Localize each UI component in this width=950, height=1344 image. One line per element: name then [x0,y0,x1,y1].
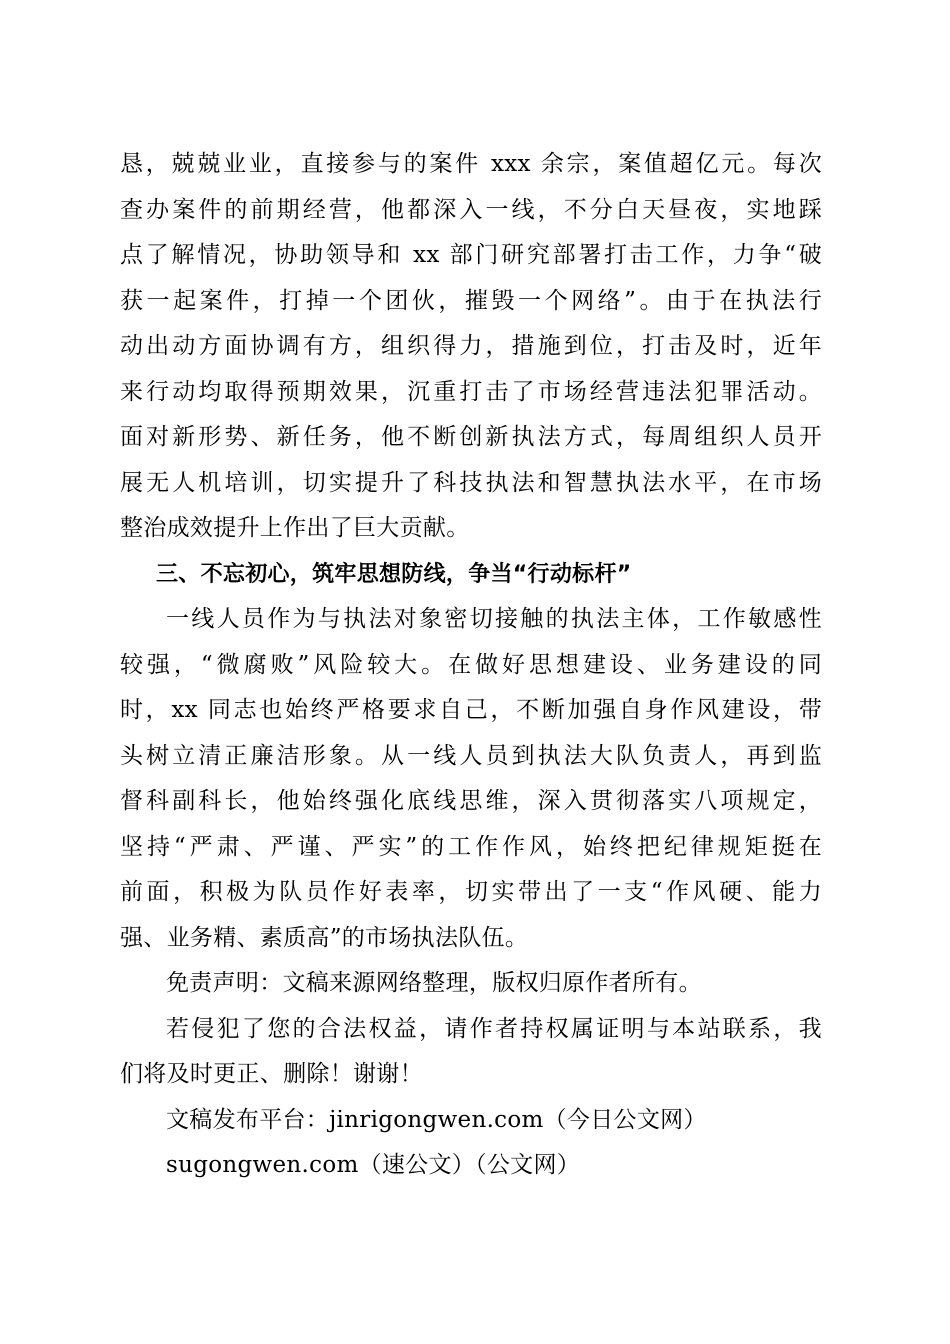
paragraph1-line-4: 获一起案件，打掉一个团伙，摧毁一个网络”。由于在执法行 [120,287,822,314]
section3-line-4: 头树立清正廉洁形象。从一线人员到执法大队负责人，再到监 [120,742,822,769]
section3-line-5: 督科副科长，他始终强化底线思维，深入贯彻落实八项规定， [120,788,822,814]
paragraph1-line-9: 整治成效提升上作出了巨大贡献。 [120,515,470,541]
platform-line: 文稿发布平台：jinrigongwen.com（今日公文网） [166,1106,707,1133]
section3-line-1: 一线人员作为与执法对象密切接触的执法主体，工作敏感性 [166,606,822,632]
paragraph1-line-3: 点了解情况，协助领导和 xx 部门研究部署打击工作，力争“破 [120,242,822,268]
paragraph1-line-8: 展无人机培训，切实提升了科技执法和智慧执法水平，在市场 [120,469,822,496]
infringement-line-1: 若侵犯了您的合法权益，请作者持权属证明与本站联系，我 [166,1015,822,1042]
section3-line-6: 坚持“严肃、严谨、严实”的工作作风，始终把纪律规矩挺在 [120,833,822,860]
document-page [120,142,822,1189]
section3-line-8: 强、业务精、素质高”的市场执法队伍。 [120,924,529,951]
section3-line-7: 前面，积极为队员作好表率，切实带出了一支“作风硬、能力 [120,879,822,905]
platform-line-2: sugongwen.com（速公文）（公文网） [166,1152,581,1178]
paragraph1-line-7: 面对新形势、新任务，他不断创新执法方式，每周组织人员开 [120,424,822,450]
paragraph1-line-6: 来行动均取得预期效果，沉重打击了市场经营违法犯罪活动。 [120,378,822,405]
section3-heading: 三、不忘初心，筑牢思想防线，争当“行动标杆” [156,561,632,587]
paragraph1-line-1: 恳，兢兢业业，直接参与的案件 xxx 余宗，案值超亿元。每次 [120,151,822,177]
disclaimer-line: 免责声明：文稿来源网络整理，版权归原作者所有。 [166,970,702,996]
section3-line-3: 时，xx 同志也始终严格要求自己，不断加强自身作风建设，带 [120,697,822,723]
infringement-line-2: 们将及时更正、删除！谢谢！ [120,1061,423,1087]
section3-line-2: 较强，“微腐败”风险较大。在做好思想建设、业务建设的同 [120,651,822,678]
paragraph1-line-2: 查办案件的前期经营，他都深入一线，不分白天昼夜，实地踩 [120,196,822,223]
paragraph1-line-5: 动出动方面协调有方，组织得力，措施到位，打击及时，近年 [120,333,822,359]
